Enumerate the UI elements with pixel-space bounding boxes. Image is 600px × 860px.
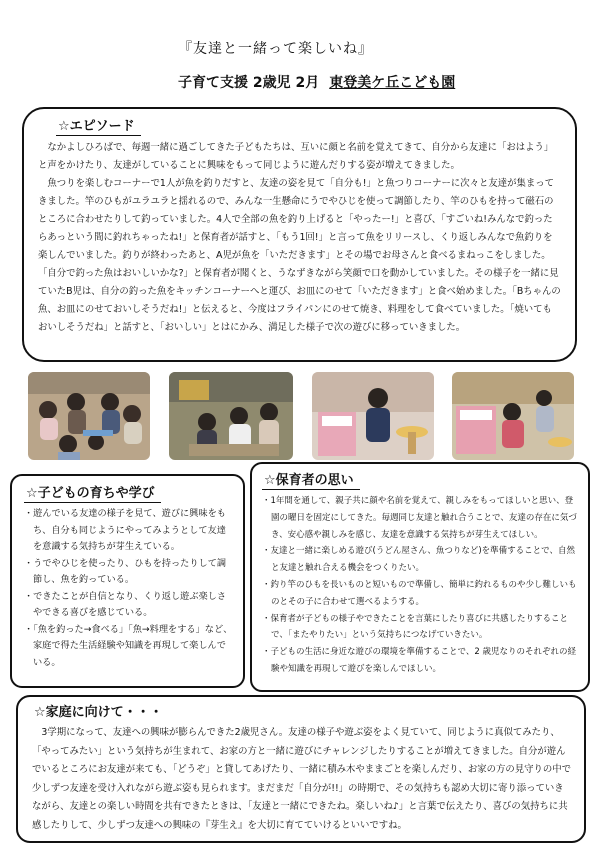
episode-box bbox=[22, 107, 577, 362]
document-title: 『友達と一緒って楽しいね』 bbox=[178, 41, 373, 57]
episode-paragraph-1: なかよしひろばで、毎週一緒に過ごしてきた子どもたちは、互いに顔と名前を覚えてきて、自分から友達に「おはよう」と声をかけたり、友達がしていることに興味をもって同じように遊んだりする姿が増えてきました。 bbox=[38, 142, 554, 171]
growth-list bbox=[24, 506, 233, 671]
thoughts-item: ・子どもの生活に身近な遊びの環境を準備することで、2 歳児なりのそれぞれの経験や知識を再現して遊びを楽しんでほしい。 bbox=[262, 647, 576, 674]
home-box bbox=[16, 695, 586, 843]
thoughts-heading: ☆保育者の思い bbox=[262, 469, 360, 490]
growth-item: ・できたことが自信となり、くり返し遊ぶ楽しさやできる喜びを感じている。 bbox=[24, 590, 227, 618]
school-name: 東登美ケ丘こども園 bbox=[329, 75, 456, 91]
home-paragraph: 3学期になって、友達への興味が膨らんできた2歳児さん。友達の様子や遊ぶ姿をよく見ていて、同じように真似てみたり、「やってみたい」という気持ちが生まれて、お家の方と一緒に遊びにチャレンジしたりすることが増えてきました。自分が遊んでいるところにお友達が来ても、「どうぞ」と貸してあげたり、一緒に積み木やままごとを楽しんだり、お家の方の見守りの中で少しずつ友達を受け入れながら遊ぶ姿も見られます。まだまだ「自分が!!」の時期で、その気持ちも認め大切に寄り添っていきながら、友達との楽しい時間を共有できたときは、「友達と一緒にできたね。楽しいね♪」と言葉で伝えたり、喜びの気持ちに共感したりして、少しずつ友達への興味の『芽生え』を大切に育てていけるといいですね。 bbox=[32, 727, 572, 831]
growth-item: ・うでやひじを使ったり、ひもを持ったりして調節し、魚を釣っている。 bbox=[24, 557, 227, 585]
episode-paragraph-2: 魚つりを楽しむコーナーで1人が魚を釣りだすと、友達の姿を見て「自分も!」と魚つりコーナーに次々と友達が集まってきました。竿のひもがユラユラと揺れるので、みんな一生懸命にうでやひじを使って調節したり、竿のひもを持って磁石のところに合わせたりして釣っていました。4人で全部の魚を釣り上げると「やったー!」と喜び、「すごいね!みんなで釣ったらあっという間に釣れちゃったね!」と保育者が話すと、「もう1回!」と言って魚をリリースし、くり返しみんなで魚釣りを楽しんでいました。釣りが終わったあと、A児が魚を「いただきます」とその場でお母さんと食べるまねっこをしました。「自分で釣った魚はおいしいかな?」と保育者が聞くと、うなずきながら笑顔で口を動かしていました。その様子を一緒に見ていたB児は、自分の釣った魚をキッチンコーナーへと運び、お皿にのせて「いただきます」と食べ始めました。「Bちゃんの魚、お皿にのせておいしそうだね!」と伝えると、今度はフライパンにのせて焼き、料理をして食べていました。「焼いてもおいしそうだね」と話すと、「おいしい」とはにかみ、満足した様子で次の遊びに移っていきました。 bbox=[38, 178, 561, 333]
thoughts-item: ・1年間を通して、親子共に顔や名前を覚えて、親しみをもってほしいと思い、登園の曜日を固定にしてきた。毎週同じ友達と触れ合うことで、友達の存在に気づき、安心感や親しみを感じ、友達を意識する気持ちが芽生えてほしい。 bbox=[262, 496, 577, 540]
growth-box bbox=[10, 474, 245, 688]
growth-heading: ☆子どもの育ちや学び bbox=[24, 482, 161, 503]
thoughts-box bbox=[250, 462, 590, 692]
thoughts-item: ・保育者が子どもの様子やできたことを言葉にしたり喜びに共感したりすることで、「またやりたい」という気持ちにつなげていきたい。 bbox=[262, 613, 569, 641]
photo-children-playing bbox=[169, 372, 293, 460]
growth-item: ・「魚を釣った→食べる」「魚→料理をする」など、家庭で得た生活経験や知識を再現して楽しんでいる。 bbox=[24, 623, 233, 668]
document-subtitle bbox=[178, 72, 455, 92]
program-label: 子育て支援 2歳児 2月 bbox=[178, 75, 320, 91]
thoughts-list bbox=[262, 493, 580, 678]
photo-cooking-play bbox=[452, 372, 574, 460]
thoughts-item: ・釣り竿のひもを長いものと短いもので準備し、簡単に釣れるものや少し難しいものとその子に合わせて選べるようする。 bbox=[262, 579, 577, 607]
growth-item: ・遊んでいる友達の様子を見て、遊びに興味をもち、自分も同じようにやってみようとして友達を意識する気持ちが芽生えている。 bbox=[24, 508, 226, 552]
home-heading: ☆家庭に向けて・・・ bbox=[34, 705, 163, 720]
thoughts-item: ・友達と一緒に楽しめる遊び(うどん屋さん、魚つりなど)を準備することで、自然と友達と触れ合える機会をつくりたい。 bbox=[262, 546, 575, 574]
episode-heading: ☆エピソード bbox=[56, 115, 141, 136]
photo-kitchen-corner bbox=[312, 372, 434, 460]
photo-fishing-corner bbox=[28, 372, 150, 460]
